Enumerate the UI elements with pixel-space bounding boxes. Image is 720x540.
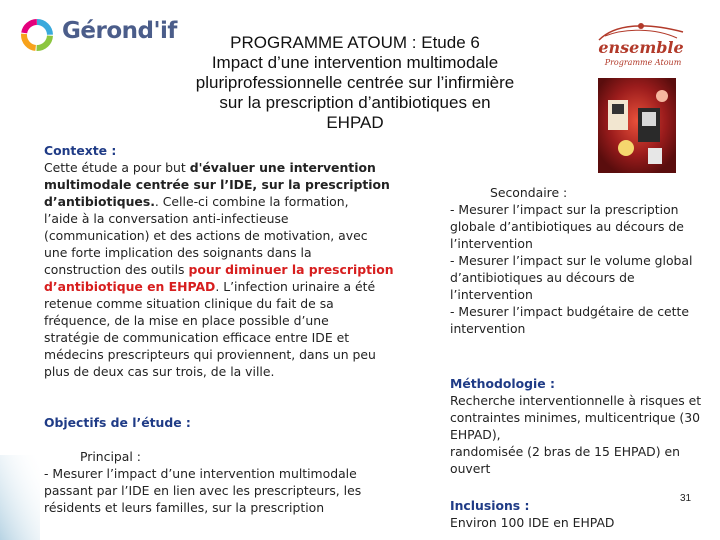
text-span: . Celle-ci combine la formation, (154, 194, 349, 209)
inclusions-line: Environ 100 IDE en EHPAD (450, 515, 615, 530)
methodologie-line: randomisée (2 bras de 15 EHPAD) en (450, 444, 680, 459)
title-line: sur la prescription d’antibiotiques en (219, 93, 491, 112)
secondaire-line: intervention (450, 321, 526, 336)
gerondif-ring-icon (20, 18, 54, 52)
methodologie-line: contraintes minimes, multicentrique (30 (450, 410, 701, 425)
ensemble-logo (585, 18, 697, 178)
ensemble-illustration-image (598, 78, 676, 173)
secondaire-line: - Mesurer l’impact sur le volume global (450, 253, 693, 268)
title-line: Impact d’une intervention multimodale (211, 53, 499, 72)
principal-heading: Principal : (80, 449, 141, 464)
left-column (44, 142, 424, 516)
methodologie-line: Recherche interventionnelle à risques et (450, 393, 702, 408)
title-line: pluriprofessionnelle centrée sur l’infirmière (195, 73, 515, 92)
inclusions-heading: Inclusions : (450, 498, 530, 513)
objectifs-heading: Objectifs de l’étude : (44, 415, 191, 430)
secondaire-line: - Mesurer l’impact sur la prescription (450, 202, 679, 217)
methodologie-heading: Méthodologie : (450, 376, 555, 391)
text-span: Cette étude a pour but (44, 160, 190, 175)
contexte-line: fréquence, de la mise en place possible d’une (44, 313, 329, 328)
contexte-line (44, 261, 424, 278)
methodologie-line: ouvert (450, 461, 491, 476)
secondaire-line: - Mesurer l’impact budgétaire de cette (450, 304, 690, 319)
objectifs-line: résidents et leurs familles, sur la prescription (44, 500, 325, 515)
contexte-line: (communication) et des actions de motivation, avec (44, 228, 368, 243)
title-line: EHPAD (326, 113, 384, 132)
objectifs-line: - Mesurer l’impact d’une intervention multimodale (44, 466, 357, 481)
emphasis-span: pour diminuer la prescription (188, 262, 394, 277)
contexte-line (44, 159, 424, 176)
contexte-line: une forte implication des soignants dans la (44, 245, 312, 260)
secondaire-line: l’intervention (450, 287, 533, 302)
emphasis-span: d’antibiotique en EHPAD (44, 279, 216, 294)
contexte-line: l’aide à la conversation anti-infectieuse (44, 211, 289, 226)
contexte-heading: Contexte : (44, 143, 117, 158)
right-column (450, 184, 720, 531)
title-line: PROGRAMME ATOUM : Etude 6 (230, 33, 480, 52)
ensemble-brand-text: ensemble (598, 38, 684, 57)
contexte-line: stratégie de communication efficace entre IDE et (44, 330, 350, 345)
contexte-line: plus de deux cas sur trois, de la ville. (44, 364, 275, 379)
contexte-line (44, 278, 424, 295)
contexte-line: médecins prescripteurs qui proviennent, dans un peu (44, 347, 376, 362)
ensemble-sub-text: Programme Atoum (604, 58, 682, 67)
text-span: . L’infection urinaire a été (215, 279, 376, 294)
secondaire-line: d’antibiotiques au décours de (450, 270, 635, 285)
secondaire-line: globale d’antibiotiques au décours de (450, 219, 684, 234)
contexte-line: retenue comme situation clinique du fait de sa (44, 296, 334, 311)
secondaire-line: l’intervention (450, 236, 533, 251)
objectifs-line: passant par l’IDE en lien avec les prescripteurs, les (44, 483, 362, 498)
page-number: 31 (680, 493, 692, 504)
bold-span: d'évaluer une intervention (189, 160, 376, 175)
decorative-gradient (0, 455, 40, 540)
methodologie-line: EHPAD), (450, 427, 501, 442)
secondaire-heading: Secondaire : (490, 185, 568, 200)
page-title (135, 33, 575, 133)
contexte-line: multimodale centrée sur l’IDE, sur la prescription (44, 177, 390, 192)
text-span: construction des outils (44, 262, 189, 277)
contexte-line (44, 193, 424, 210)
bold-span: d’antibiotiques. (44, 194, 155, 209)
gerondif-brand-text: Gérond'if (62, 18, 177, 44)
